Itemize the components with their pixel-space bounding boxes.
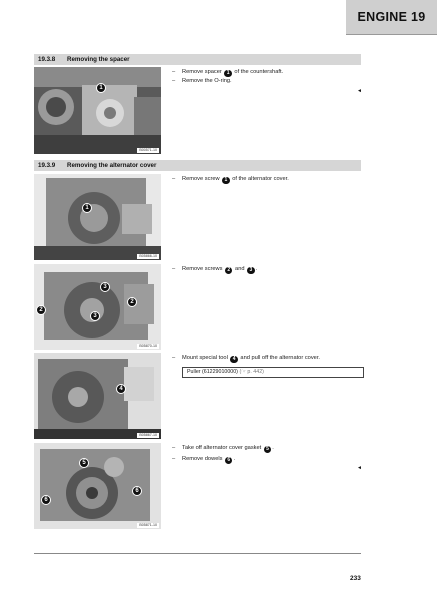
engine-photo-alternator-screws (34, 264, 161, 350)
page-number: 233 (350, 575, 361, 582)
section-title: Removing the alternator cover (67, 162, 157, 169)
engine-photo-alternator-screw (34, 174, 161, 260)
section-heading-19-3-8 (34, 54, 361, 65)
special-tool-box (182, 367, 364, 378)
callout-4: 4 (116, 384, 126, 394)
image-code: B05867-10 (139, 433, 157, 437)
callout-6: 6 (132, 486, 142, 496)
tool-name: Puller (61229010000) (187, 369, 238, 375)
engine-illustration (34, 174, 161, 260)
callout-3: 3 (90, 311, 100, 321)
section-number: 19.3.9 (38, 162, 56, 169)
chapter-title: ENGINE 19 (357, 10, 426, 24)
chapter-tab (346, 0, 437, 35)
callout-number: 4 (230, 356, 237, 363)
section-title: Removing the spacer (67, 56, 130, 63)
footer-divider (34, 553, 361, 554)
image-code: B05870-10 (139, 344, 157, 348)
callout-number: 1 (224, 70, 231, 77)
callout-number: 2 (225, 267, 232, 274)
end-of-procedure-mark: ◄ (357, 465, 362, 471)
callout-1: 1 (82, 203, 92, 213)
engine-illustration (34, 264, 161, 350)
callout-number: 6 (225, 457, 232, 464)
callout-3: 3 (100, 282, 110, 292)
callout-2: 2 (36, 305, 46, 315)
callout-number: 3 (247, 267, 254, 274)
section-number: 19.3.8 (38, 56, 56, 63)
engine-illustration (34, 353, 161, 439)
engine-photo-puller (34, 353, 161, 439)
engine-photo-spacer (34, 67, 161, 154)
image-code: B05871-10 (139, 523, 157, 527)
callout-2: 2 (127, 297, 137, 307)
section-heading-19-3-9 (34, 160, 361, 171)
engine-illustration (34, 67, 161, 154)
callout-1: 1 (96, 83, 106, 93)
engine-illustration (34, 443, 161, 529)
callout-number: 1 (222, 177, 229, 184)
engine-photo-gasket-dowels (34, 443, 161, 529)
tool-page-reference[interactable]: (☞ p. 442) (239, 369, 264, 375)
callout-6: 6 (41, 495, 51, 505)
callout-5: 5 (79, 458, 89, 468)
end-of-procedure-mark: ◄ (357, 88, 362, 94)
callout-number: 5 (264, 446, 271, 453)
image-code: B00571-10 (139, 148, 157, 152)
image-code: B05866-10 (139, 254, 157, 258)
